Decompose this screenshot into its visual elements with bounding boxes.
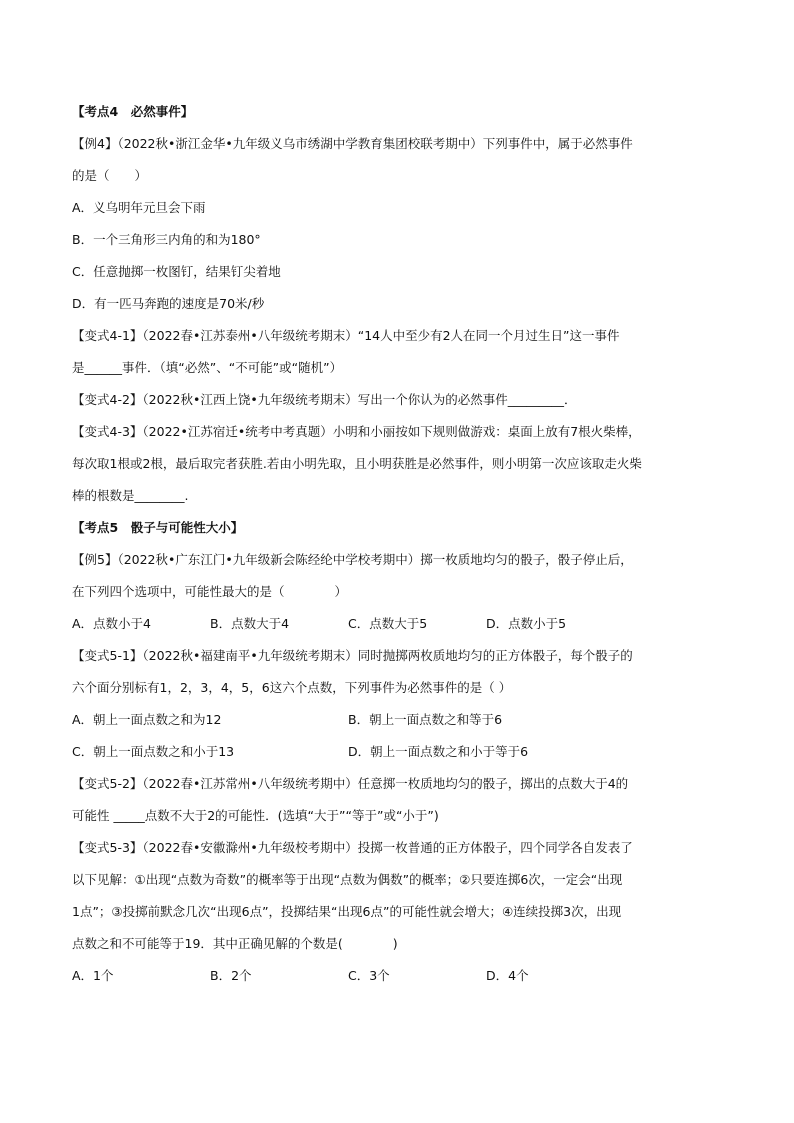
option-d: D．朝上一面点数之和小于等于6 xyxy=(348,744,529,759)
variant-5-2-line-1: 【变式5-2】（2022春•江苏常州•八年级统考期中）任意掷一枚质地均匀的骰子，掷出的点数大于4的 xyxy=(72,776,629,791)
option-a: A．点数小于4 xyxy=(72,616,152,631)
option-b: B．2个 xyxy=(210,968,252,983)
option-a: A．1个 xyxy=(72,968,114,983)
option-c: C．3个 xyxy=(348,968,390,983)
option-b: B．朝上一面点数之和等于6 xyxy=(348,712,503,727)
option-c: C．朝上一面点数之和小于13 xyxy=(72,744,235,759)
option-a: A．朝上一面点数之和为12 xyxy=(72,712,222,727)
variant-4-3-line-1: 【变式4-3】（2022•江苏宿迁•统考中考真题）小明和小丽按如下规则做游戏：桌面上放有7根火柴棒， xyxy=(72,424,641,439)
variant-4-2-line-1: 【变式4-2】（2022秋•江西上饶•九年级统考期末）写出一个你认为的必然事件_________． xyxy=(72,392,577,407)
variant-5-2-line-2: 可能性 _____点数不大于2的可能性．(选填“大于”“等于”或“小于”) xyxy=(72,808,439,823)
option-b: B．点数大于4 xyxy=(210,616,290,631)
variant-4-3-line-3: 棒的根数是________. xyxy=(72,488,189,503)
example-5-line-1: 【例5】（2022秋•广东江门•九年级新会陈经纶中学校考期中）掷一枚质地均匀的骰子，骰子停止后， xyxy=(72,552,633,567)
variant-4-3-line-2: 每次取1根或2根，最后取完者获胜.若由小明先取，且小明获胜是必然事件，则小明第一次应该取走火柴 xyxy=(72,456,642,471)
variant-4-1-line-1: 【变式4-1】（2022春•江苏泰州•八年级统考期末）“14人中至少有2人在同一个月过生日”这一事件 xyxy=(72,328,620,343)
variant-5-1-line-2: 六个面分别标有1，2，3，4，5，6这六个点数，下列事件为必然事件的是（ ） xyxy=(72,680,512,695)
variant-5-1-line-1: 【变式5-1】（2022秋•福建南平•九年级统考期末）同时抛掷两枚质地均匀的正方体骰子，每个骰子的 xyxy=(72,648,633,663)
option-d: D．有一匹马奔跑的速度是70米/秒 xyxy=(72,296,265,311)
variant-5-3-line-2: 以下见解：①出现“点数为奇数”的概率等于出现“点数为偶数”的概率；②只要连掷6次，一定会“出现 xyxy=(72,872,623,887)
option-c: C．任意抛掷一枚图钉，结果钉尖着地 xyxy=(72,264,281,279)
option-d: D．点数小于5 xyxy=(486,616,567,631)
option-b: B．一个三角形三内角的和为180° xyxy=(72,232,261,247)
section-heading-5: 【考点5 骰子与可能性大小】 xyxy=(72,520,244,535)
option-d: D．4个 xyxy=(486,968,529,983)
variant-5-3-line-4: 点数之和不可能等于19．其中正确见解的个数是( ) xyxy=(72,936,398,951)
section-heading-4: 【考点4 必然事件】 xyxy=(72,104,194,119)
example-4-line-1: 【例4】（2022秋•浙江金华•九年级义乌市绣湖中学教育集团校联考期中）下列事件中，属于必然事件 xyxy=(72,136,633,151)
option-c: C．点数大于5 xyxy=(348,616,428,631)
variant-5-3-line-3: 1点”；③投掷前默念几次“出现6点”，投掷结果“出现6点”的可能性就会增大；④连续投掷3次，出现 xyxy=(72,904,622,919)
option-a: A．义乌明年元旦会下雨 xyxy=(72,200,206,215)
example-5-line-2: 在下列四个选项中，可能性最大的是（ ） xyxy=(72,584,348,599)
variant-5-3-line-1: 【变式5-3】（2022春•安徽滁州•九年级校考期中）投掷一枚普通的正方体骰子，四个同学各自发表了 xyxy=(72,840,633,855)
variant-4-1-line-2: 是______事件．（填“必然”、“不可能”或“随机”） xyxy=(72,360,343,375)
example-4-line-2: 的是（ ） xyxy=(72,168,148,183)
